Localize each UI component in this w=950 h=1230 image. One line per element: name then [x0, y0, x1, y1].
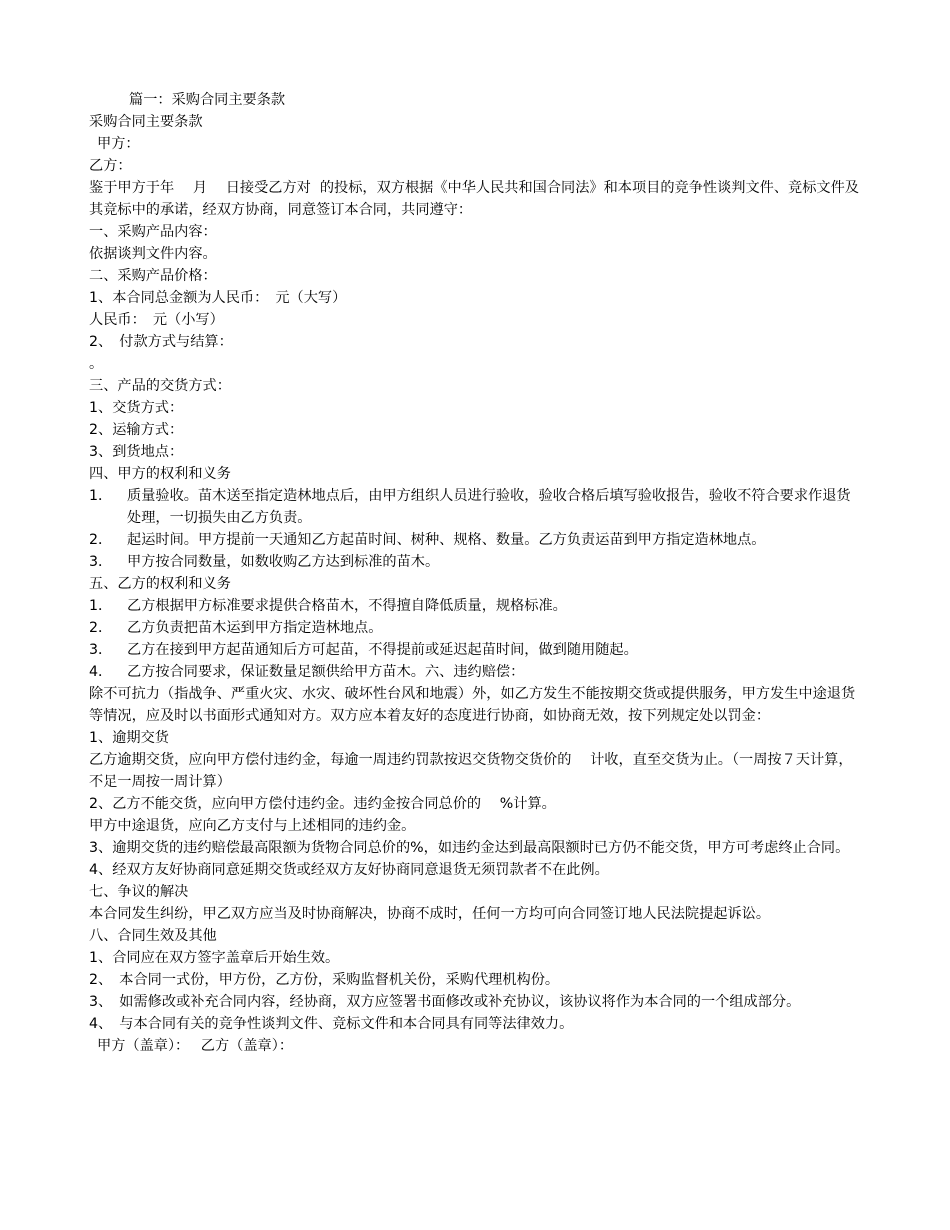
- section-7-title: 七、争议的解决: [89, 884, 189, 900]
- section-6-item-2-extra: 甲方中途退货，应向乙方支付与上述相同的违约金。: [89, 818, 416, 834]
- item-number: 1．: [89, 598, 113, 614]
- section-7-body: 本合同发生纠纷，甲乙双方应当及时协商解决，协商不成时，任何一方均可向合同签订地人民法院提起诉讼。: [89, 906, 771, 922]
- section-4-item: [89, 529, 864, 551]
- section-5-item: [89, 639, 864, 661]
- party-a-line: 甲方：: [97, 136, 140, 152]
- signature-line: 甲方（盖章）： 乙方（盖章）：: [97, 1038, 294, 1054]
- section-4-item: [89, 485, 864, 529]
- section-6-item-1-title: 1、逾期交货: [89, 730, 169, 746]
- party-b-line: 乙方：: [89, 158, 132, 174]
- section-3-item-1: 1、交货方式：: [89, 400, 184, 416]
- section-6-item-3: 3、逾期交货的违约赔偿最高限额为货物合同总价的%，如违约金达到最高限额时已方仍不能交货，甲方可考虑终止合同。: [89, 840, 850, 856]
- document-heading: 篇一：采购合同主要条款: [129, 92, 286, 108]
- section-1-body: 依据谈判文件内容。: [89, 246, 217, 262]
- item-text: 乙方负责把苗木运到甲方指定造林地点。: [127, 620, 383, 636]
- section-2-item-1: 1、本合同总金额为人民币： 元（大写）: [89, 290, 347, 306]
- section-2-period: 。: [89, 356, 104, 372]
- section-4-title: 四、甲方的权利和义务: [89, 466, 231, 482]
- section-3-item-3: 3、到货地点：: [89, 444, 184, 460]
- section-2-item-2: 2、 付款方式与结算：: [89, 334, 233, 350]
- section-8-item-2: 2、 本合同一式份，甲方份，乙方份，采购监督机关份，采购代理机构份。: [89, 972, 560, 988]
- section-6-item-2: 2、乙方不能交货，应向甲方偿付违约金。违约金按合同总价的 %计算。: [89, 796, 556, 812]
- section-8-item-4: 4、 与本合同有关的竞争性谈判文件、竞标文件和本合同具有同等法律效力。: [89, 1016, 574, 1032]
- section-2-title: 二、采购产品价格：: [89, 268, 217, 284]
- document-title: 采购合同主要条款: [89, 114, 203, 130]
- section-3-title: 三、产品的交货方式：: [89, 378, 231, 394]
- contract-document: [89, 89, 864, 1057]
- item-number: 4．: [89, 664, 113, 680]
- item-text: 质量验收。苗木送至指定造林地点后，由甲方组织人员进行验收，验收合格后填写验收报告，验收不符合要求作退货处理，一切损失由乙方负责。: [127, 488, 851, 526]
- item-text: 起运时间。甲方提前一天通知乙方起苗时间、树种、规格、数量。乙方负责运苗到甲方指定造林地点。: [127, 532, 766, 548]
- item-text: 甲方按合同数量，如数收购乙方达到标准的苗木。: [127, 554, 440, 570]
- item-number: 3．: [89, 554, 113, 570]
- section-2-item-1-small: 人民币： 元（小写）: [89, 312, 224, 328]
- section-5-item: [89, 595, 864, 617]
- item-text: 乙方在接到甲方起苗通知后方可起苗，不得提前或延迟起苗时间，做到随用随起。: [127, 642, 638, 658]
- section-8-item-3: 3、 如需修改或补充合同内容，经协商，双方应签署书面修改或补充协议，该协议将作为本合同的一个组成部分。: [89, 994, 801, 1010]
- item-text: 乙方根据甲方标准要求提供合格苗木，不得擅自降低质量，规格标准。: [127, 598, 567, 614]
- section-6-item-4: 4、经双方友好协商同意延期交货或经双方友好协商同意退货无须罚款者不在此例。: [89, 862, 609, 878]
- section-5-title: 五、乙方的权利和义务: [89, 576, 231, 592]
- section-8-item-1: 1、合同应在双方签字盖章后开始生效。: [89, 950, 340, 966]
- intro-paragraph: 鉴于甲方于年 月 日接受乙方对 的投标，双方根据《中华人民共和国合同法》和本项目的竞争性谈判文件、竞标文件及其竞标中的承诺，经双方协商，同意签订本合同，共同遵守：: [89, 180, 859, 218]
- section-6-item-1-body: 乙方逾期交货，应向甲方偿付违约金，每逾一周违约罚款按迟交货物交货价的 计收，直至交货为止。（一周按７天计算，不足一周按一周计算）: [89, 752, 853, 790]
- section-4-item: [89, 551, 864, 573]
- section-8-title: 八、合同生效及其他: [89, 928, 217, 944]
- section-3-item-2: 2、运输方式：: [89, 422, 184, 438]
- section-6-intro: 除不可抗力（指战争、严重火灾、水灾、破坏性台风和地震）外，如乙方发生不能按期交货或提供服务，甲方发生中途退货等情况，应及时以书面形式通知对方。双方应本着友好的态度进行协商，如协商无效，按下列规定处以罚金：: [89, 686, 856, 724]
- item-number: 1．: [89, 488, 113, 504]
- item-number: 3．: [89, 642, 113, 658]
- section-5-item: [89, 661, 864, 683]
- item-number: 2．: [89, 620, 113, 636]
- item-number: 2．: [89, 532, 113, 548]
- section-1-title: 一、采购产品内容：: [89, 224, 217, 240]
- item-text: 乙方按合同要求，保证数量足额供给甲方苗木。六、违约赔偿：: [127, 664, 525, 680]
- section-5-item: [89, 617, 864, 639]
